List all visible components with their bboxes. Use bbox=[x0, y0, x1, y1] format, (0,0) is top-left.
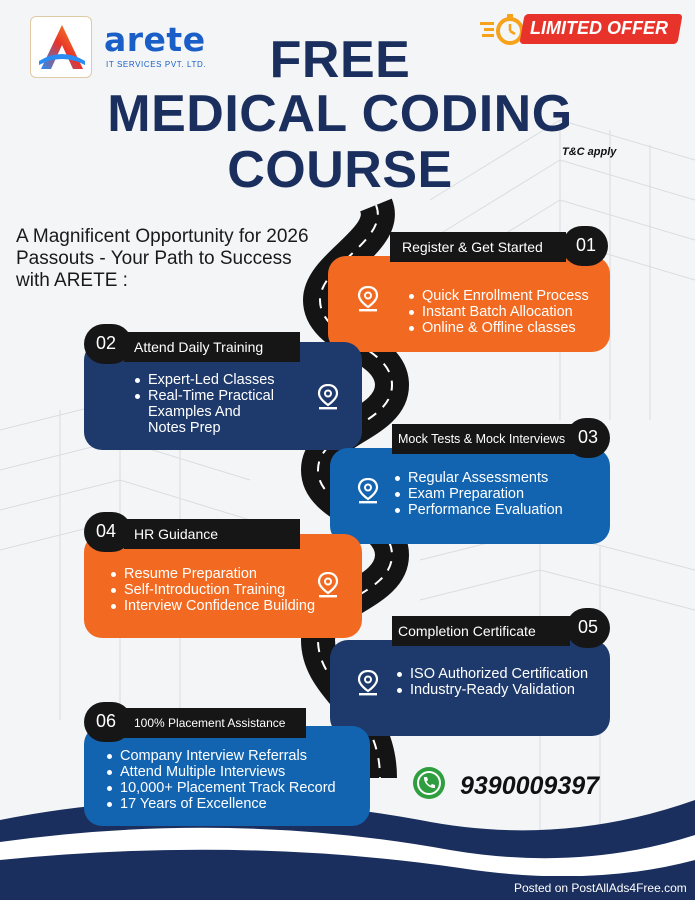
phone-icon[interactable] bbox=[412, 766, 446, 800]
step-04-list bbox=[108, 566, 318, 614]
headline-line-2: MEDICAL CODING bbox=[107, 85, 573, 143]
list-item: Real-Time Practical Examples And Notes Prep bbox=[132, 388, 282, 436]
step-06-number: 06 bbox=[96, 711, 117, 731]
step-03-number: 03 bbox=[578, 427, 599, 447]
brand-name: arete bbox=[104, 20, 206, 59]
list-item: Quick Enrollment Process bbox=[406, 288, 589, 304]
location-pin-icon bbox=[316, 384, 340, 410]
list-item: Exam Preparation bbox=[392, 486, 563, 502]
step-02-list bbox=[132, 372, 282, 436]
location-pin-icon bbox=[356, 286, 380, 312]
list-item: ISO Authorized Certification bbox=[394, 666, 588, 682]
list-item: Attend Multiple Interviews bbox=[104, 764, 336, 780]
brand-subtitle: IT SERVICES PVT. LTD. bbox=[106, 60, 207, 69]
location-pin-icon bbox=[356, 478, 380, 504]
step-01-title: Register & Get Started bbox=[390, 232, 566, 262]
location-pin-icon bbox=[356, 670, 380, 696]
list-item: Interview Confidence Building bbox=[108, 598, 318, 614]
headline-line-3: COURSE bbox=[227, 141, 453, 199]
step-05-list bbox=[394, 666, 588, 698]
phone-number[interactable]: 9390009397 bbox=[460, 772, 600, 800]
step-02-number: 02 bbox=[96, 333, 117, 353]
location-pin-icon bbox=[316, 572, 340, 598]
step-06-title: 100% Placement Assistance bbox=[124, 708, 306, 738]
intro-text: A Magnificent Opportunity for 2026 Passouts - Your Path to Success with ARETE : bbox=[16, 226, 309, 291]
step-06-list bbox=[104, 748, 336, 812]
list-item: Expert-Led Classes bbox=[132, 372, 282, 388]
list-item: 17 Years of Excellence bbox=[104, 796, 336, 812]
step-03-title: Mock Tests & Mock Interviews bbox=[392, 424, 582, 454]
step-02-title: Attend Daily Training bbox=[124, 332, 300, 362]
step-05-title: Completion Certificate bbox=[392, 616, 570, 646]
limited-offer-label: LIMITED OFFER bbox=[530, 18, 668, 38]
list-item: Resume Preparation bbox=[108, 566, 318, 582]
step-01-number: 01 bbox=[576, 235, 597, 255]
step-01-list bbox=[406, 288, 589, 336]
step-04-title: HR Guidance bbox=[124, 519, 300, 549]
list-item: Regular Assessments bbox=[392, 470, 563, 486]
list-item: 10,000+ Placement Track Record bbox=[104, 780, 336, 796]
step-03-list bbox=[392, 470, 563, 518]
step-06-card bbox=[84, 726, 370, 826]
list-item: Online & Offline classes bbox=[406, 320, 589, 336]
list-item: Self-Introduction Training bbox=[108, 582, 318, 598]
list-item: Company Interview Referrals bbox=[104, 748, 336, 764]
terms-note: T&C apply bbox=[562, 146, 617, 158]
list-item: Industry-Ready Validation bbox=[394, 682, 588, 698]
headline-line-1: FREE bbox=[269, 31, 411, 89]
step-05-number: 05 bbox=[578, 617, 599, 637]
list-item: Instant Batch Allocation bbox=[406, 304, 589, 320]
posted-on-label: Posted on PostAllAds4Free.com bbox=[514, 881, 687, 895]
list-item: Performance Evaluation bbox=[392, 502, 563, 518]
step-04-number: 04 bbox=[96, 521, 117, 541]
